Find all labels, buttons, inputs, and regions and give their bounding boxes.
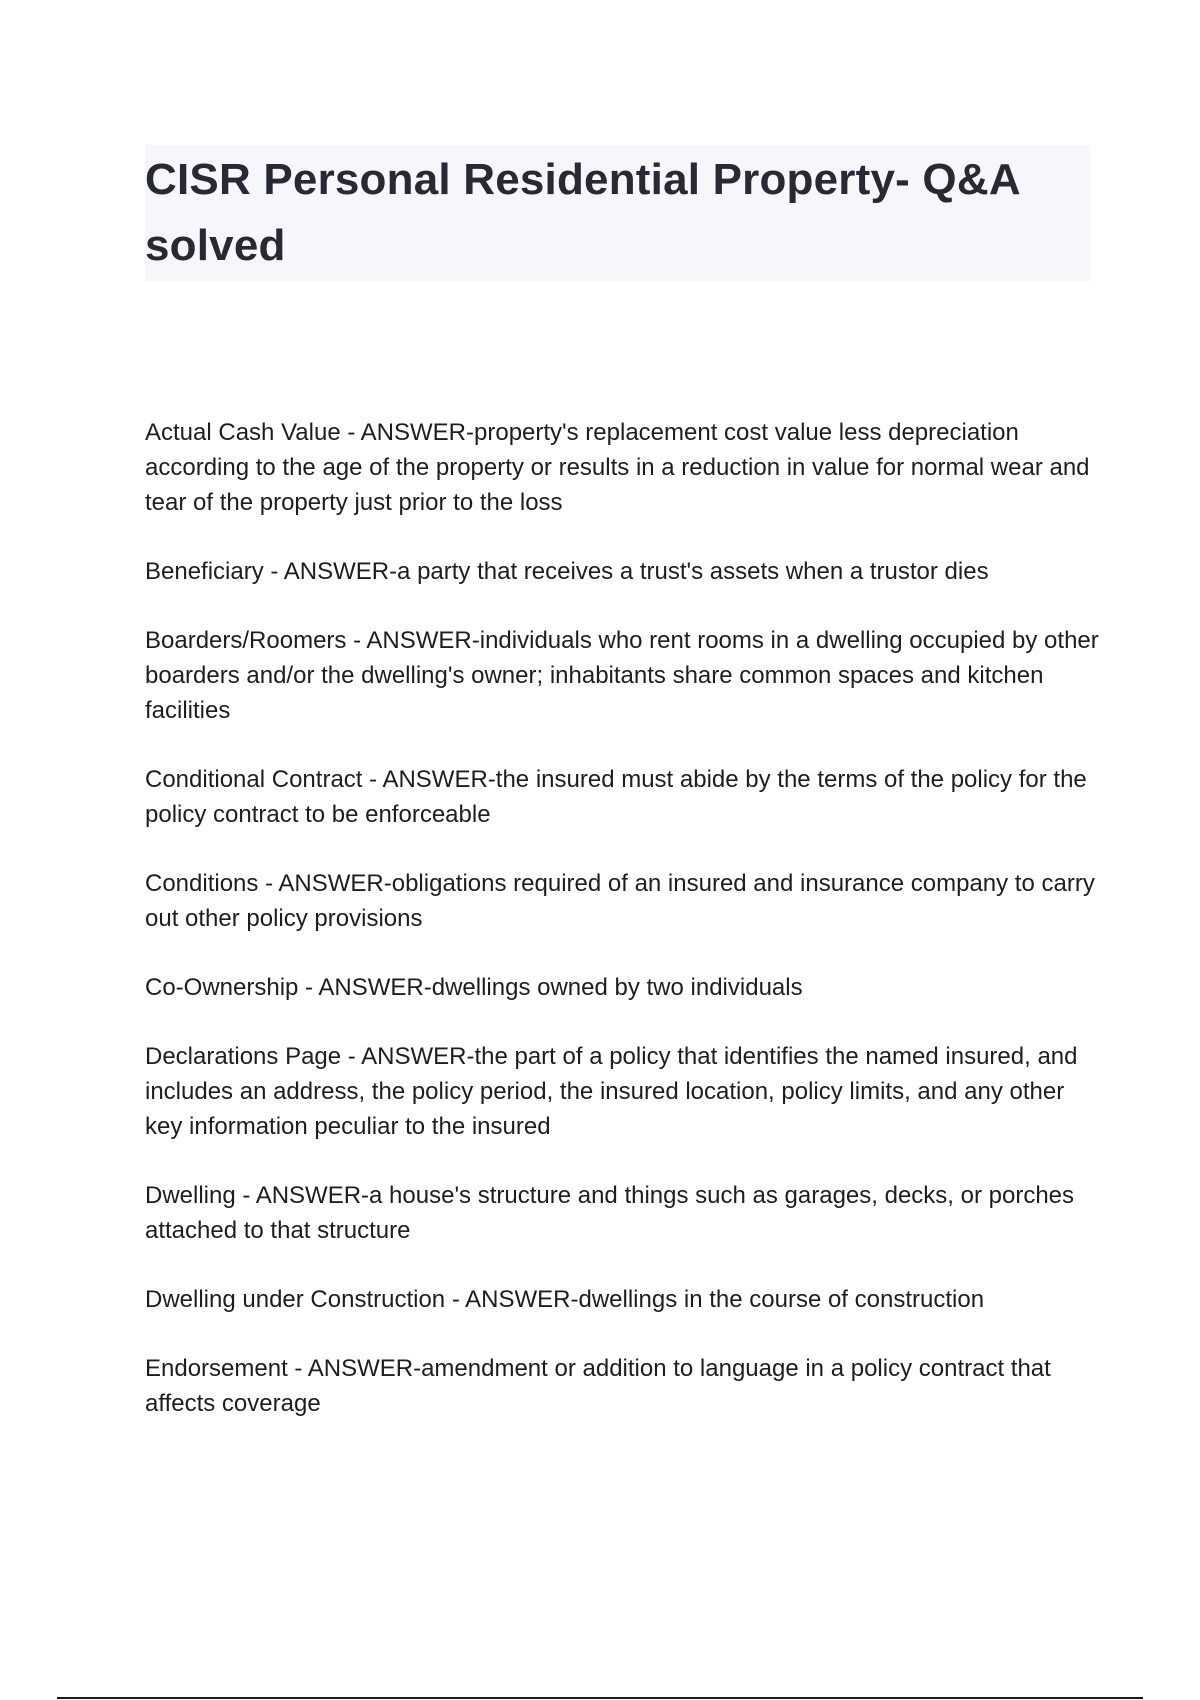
qa-entry-beneficiary: Beneficiary - ANSWER-a party that receives a trust's assets when a trustor dies: [145, 558, 989, 585]
qa-entry-co-ownership: Co-Ownership - ANSWER-dwellings owned by two individuals: [145, 974, 803, 1001]
page-title: CISR Personal Residential Property- Q&A solved: [145, 155, 1020, 270]
qa-entry-conditional-contract: Conditional Contract - ANSWER-the insured must abide by the terms of the policy for the policy contract to be enforceable: [145, 766, 1087, 828]
qa-entry-declarations-page: Declarations Page - ANSWER-the part of a policy that identifies the named insured, and includes an address, the policy period, the insured location, policy limits, and any other key information peculiar to the insured: [145, 1043, 1078, 1140]
qa-entry-boarders-roomers: Boarders/Roomers - ANSWER-individuals who rent rooms in a dwelling occupied by other boarders and/or the dwelling's owner; inhabitants share common spaces and kitchen facilities: [145, 627, 1099, 724]
qa-entry-endorsement: Endorsement - ANSWER-amendment or addition to language in a policy contract that affects coverage: [145, 1355, 1051, 1417]
qa-entry-actual-cash-value: Actual Cash Value - ANSWER-property's replacement cost value less depreciation according to the age of the property or results in a reduction in value for normal wear and tear of the property just prior to the loss: [145, 419, 1090, 516]
title-block: [145, 145, 1090, 281]
qa-entry-conditions: Conditions - ANSWER-obligations required of an insured and insurance company to carry out other policy provisions: [145, 870, 1095, 932]
qa-entry-dwelling-under-construction: Dwelling under Construction - ANSWER-dwellings in the course of construction: [145, 1286, 985, 1313]
page-bottom-divider: [57, 1697, 1143, 1699]
qa-entry-dwelling: Dwelling - ANSWER-a house's structure and things such as garages, decks, or porches attached to that structure: [145, 1182, 1075, 1244]
qa-list: [145, 415, 1100, 1455]
